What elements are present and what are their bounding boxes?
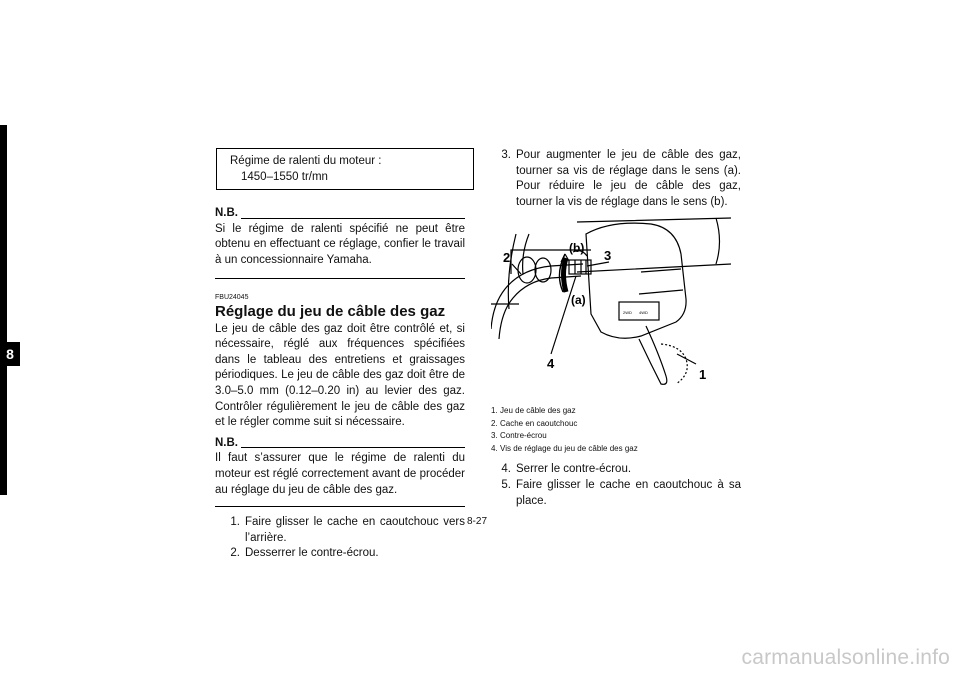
note-end-rule xyxy=(215,278,465,279)
step-text: Faire glisser le cache en caoutchouc vers l’arrière. xyxy=(245,516,465,544)
note-block-2 xyxy=(215,436,465,507)
step-item xyxy=(491,478,741,509)
legend-number: 2. xyxy=(491,418,498,428)
throttle-cable-illustration xyxy=(491,214,731,399)
step-number: 2. xyxy=(230,547,240,560)
callout-4: 4 xyxy=(547,356,555,372)
direction-a-label: (a) xyxy=(571,293,586,308)
step-item xyxy=(491,462,741,478)
spec-value: 1450–1550 tr/mn xyxy=(241,170,328,183)
step-number: 3. xyxy=(501,149,511,161)
callout-1: 1 xyxy=(699,367,707,383)
legend-number: 3. xyxy=(491,431,498,441)
spec-label: Régime de ralenti du moteur : xyxy=(230,155,382,167)
note-rule xyxy=(241,218,465,219)
step-item xyxy=(215,515,465,546)
switch-label-2wd: 2WD xyxy=(623,310,632,316)
step-item xyxy=(491,148,741,210)
note-block-1 xyxy=(215,206,465,278)
step-number: 5. xyxy=(501,478,511,491)
note-text: Il faut s’assurer que le régime de ralenti du moteur est réglé correctement avant de procéder au réglage du jeu de câble des gaz. xyxy=(215,452,465,496)
note-text: Si le régime de ralenti spécifié ne peut être obtenu en effectuant ce réglage, confier le travail à un concessionnaire Yamaha. xyxy=(215,222,465,266)
legend-item xyxy=(491,430,741,443)
step-number: 1. xyxy=(230,516,240,529)
legend-text: Vis de réglage du jeu de câble des gaz xyxy=(500,443,638,453)
figure-legend xyxy=(491,405,741,455)
callout-3: 3 xyxy=(604,248,612,264)
legend-text: Contre-écrou xyxy=(500,431,547,441)
section-code: FBU24045 xyxy=(215,293,249,301)
legend-item xyxy=(491,443,741,456)
step-text: Pour augmenter le jeu de câble des gaz, tourner sa vis de réglage dans le sens (a). Pour réduire le jeu de câble des gaz, tourner la vis de réglage dans le sens (b). xyxy=(516,149,741,208)
step-text: Faire glisser le cache en caoutchouc à sa place. xyxy=(516,478,741,507)
note-rule xyxy=(241,447,465,448)
note-heading: N.B. xyxy=(215,436,238,449)
direction-b-label: (b) xyxy=(569,241,585,256)
left-column xyxy=(215,148,465,562)
legend-text: Cache en caoutchouc xyxy=(500,418,578,428)
step-item xyxy=(215,546,465,562)
page-number: 8-27 xyxy=(467,516,488,527)
watermark: carmanualsonline.info xyxy=(741,646,950,669)
spec-box xyxy=(216,148,474,190)
step-number: 4. xyxy=(501,463,511,476)
note-end-rule xyxy=(215,506,465,507)
section-title: Réglage du jeu de câble des gaz xyxy=(215,302,446,320)
switch-label-4wd: 4WD xyxy=(639,310,648,316)
chapter-number: 8 xyxy=(0,342,20,366)
callout-2: 2 xyxy=(503,250,511,266)
right-column xyxy=(491,148,741,509)
section-paragraph: Le jeu de câble des gaz doit être contrôlé et, si nécessaire, réglé aux fréquences spécifiées dans le tableau des entretiens et graissages périodiques. Le jeu de câble des gaz doit être de 3.0–5.0 mm (0.12–0.20 in) au levier des gaz. Contrôler régulièrement le jeu de câble des gaz et le régler comme suit si nécessaire. xyxy=(215,322,465,429)
legend-number: 4. xyxy=(491,443,498,453)
legend-text: Jeu de câble des gaz xyxy=(500,406,576,416)
chapter-tab xyxy=(0,125,7,495)
step-text: Desserrer le contre-écrou. xyxy=(245,547,379,560)
legend-item xyxy=(491,418,741,431)
step-text: Serrer le contre-écrou. xyxy=(516,463,632,476)
legend-number: 1. xyxy=(491,406,498,416)
handlebar-drawing xyxy=(491,214,731,399)
note-heading: N.B. xyxy=(215,207,238,220)
legend-item xyxy=(491,405,741,418)
